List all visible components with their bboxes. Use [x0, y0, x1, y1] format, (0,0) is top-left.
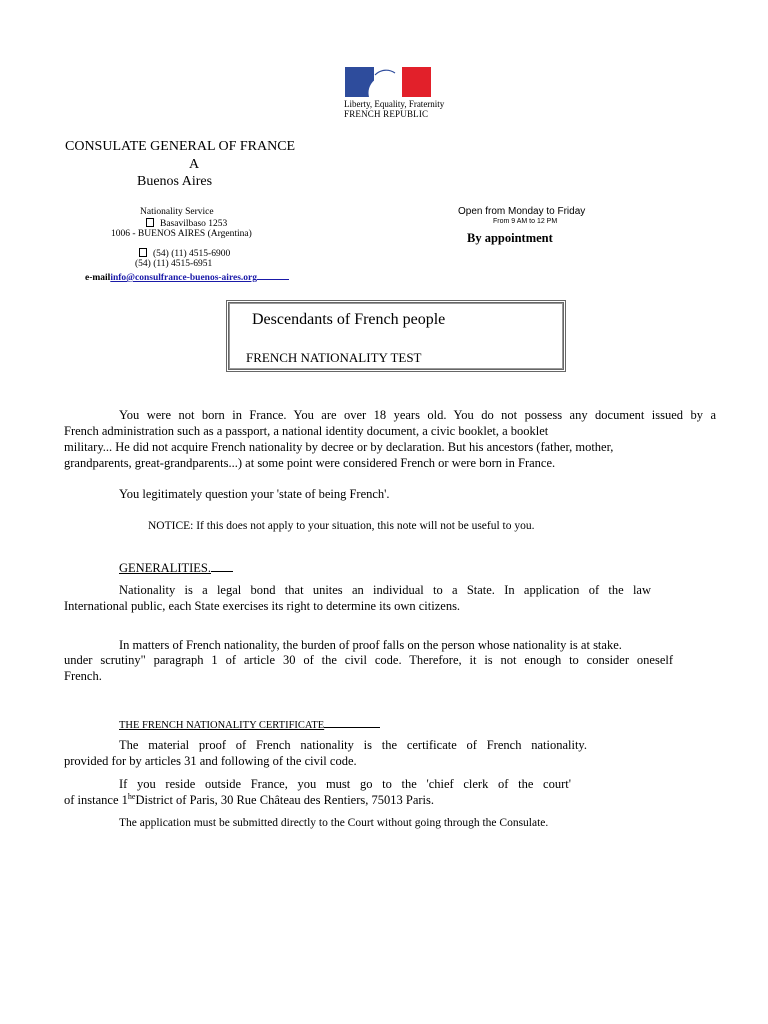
- phone-2: (54) (11) 4515-6951: [135, 259, 213, 269]
- email-underline: [257, 270, 289, 280]
- email-line: [85, 270, 289, 283]
- generalities-p1-line1: Nationality is a legal bond that unites an individual to a State. In application of the law: [119, 583, 651, 597]
- notice-text: NOTICE: If this does not apply to your situation, this note will not be useful to you.: [148, 520, 535, 532]
- intro-line-3: military... He did not acquire French nationality by decree or by declaration. But his ancestors (father, mother,: [64, 440, 614, 454]
- street-address: Basavilbaso 1253: [146, 218, 227, 229]
- opening-hours: From 9 AM to 12 PM: [493, 218, 558, 225]
- email-label: e-mail: [85, 273, 111, 283]
- service-name: Nationality Service: [140, 207, 214, 217]
- generalities-p2-line2: under scrutiny" paragraph 1 of article 30 of the civil code. Therefore, it is not enough to consider oneself: [64, 653, 673, 667]
- intro-line-4: grandparents, great-grandparents...) at some point were considered French or were born in France.: [64, 456, 556, 470]
- city-address: 1006 - BUENOS AIRES (Argentina): [111, 229, 252, 239]
- certificate-p3: The application must be submitted directly to the Court without going through the Consulate.: [119, 817, 549, 829]
- consulate-title-a: A: [189, 157, 200, 172]
- generalities-p2-line1: In matters of French nationality, the burden of proof falls on the person whose nationality is at stake.: [119, 638, 622, 652]
- generalities-p1-line2: International public, each State exercises its right to determine its own citizens.: [64, 599, 461, 613]
- appointment-note: By appointment: [467, 231, 553, 245]
- generalities-p2-line3: French.: [64, 669, 102, 683]
- intro-line-1: You were not born in France. You are over 18 years old. You do not possess any document issued by a: [119, 408, 716, 422]
- certificate-p2-line2: of instance $1^{he}District$ of Paris, 30 Rue Château des Rentiers, 75013 Paris.: [64, 792, 435, 808]
- marianne-flag-icon: [345, 67, 431, 97]
- certificate-p1-line1: The material proof of French nationality is the certificate of French nationality.: [119, 738, 587, 752]
- document-title: Descendants of French people: [252, 311, 446, 328]
- document-subtitle: FRENCH NATIONALITY TEST: [246, 350, 422, 365]
- certificate-heading: THE FRENCH NATIONALITY CERTIFICATE: [119, 717, 380, 731]
- logo-republic: FRENCH REPUBLIC: [344, 109, 429, 119]
- logo-motto: Liberty, Equality, Fraternity: [344, 99, 445, 109]
- consulate-title: CONSULATE GENERAL OF FRANCE: [65, 139, 296, 154]
- generalities-heading: GENERALITIES.: [119, 559, 233, 576]
- certificate-p2-line1: If you reside outside France, you must go to the 'chief clerk of the court': [119, 777, 571, 791]
- phone-icon: [139, 248, 147, 257]
- opening-days: Open from Monday to Friday: [458, 206, 586, 217]
- location-icon: [146, 218, 154, 227]
- phone-1: (54) (11) 4515-6900: [139, 248, 230, 259]
- consulate-city: Buenos Aires: [137, 174, 213, 189]
- email-link[interactable]: info@consulfrance-buenos-aires.org: [110, 273, 257, 283]
- certificate-p1-line2: provided for by articles 31 and following of the civil code.: [64, 754, 357, 768]
- intro-line-2: French administration such as a passport, a national identity document, a civic booklet, a booklet: [64, 424, 549, 438]
- intro-question: You legitimately question your 'state of being French'.: [119, 487, 390, 501]
